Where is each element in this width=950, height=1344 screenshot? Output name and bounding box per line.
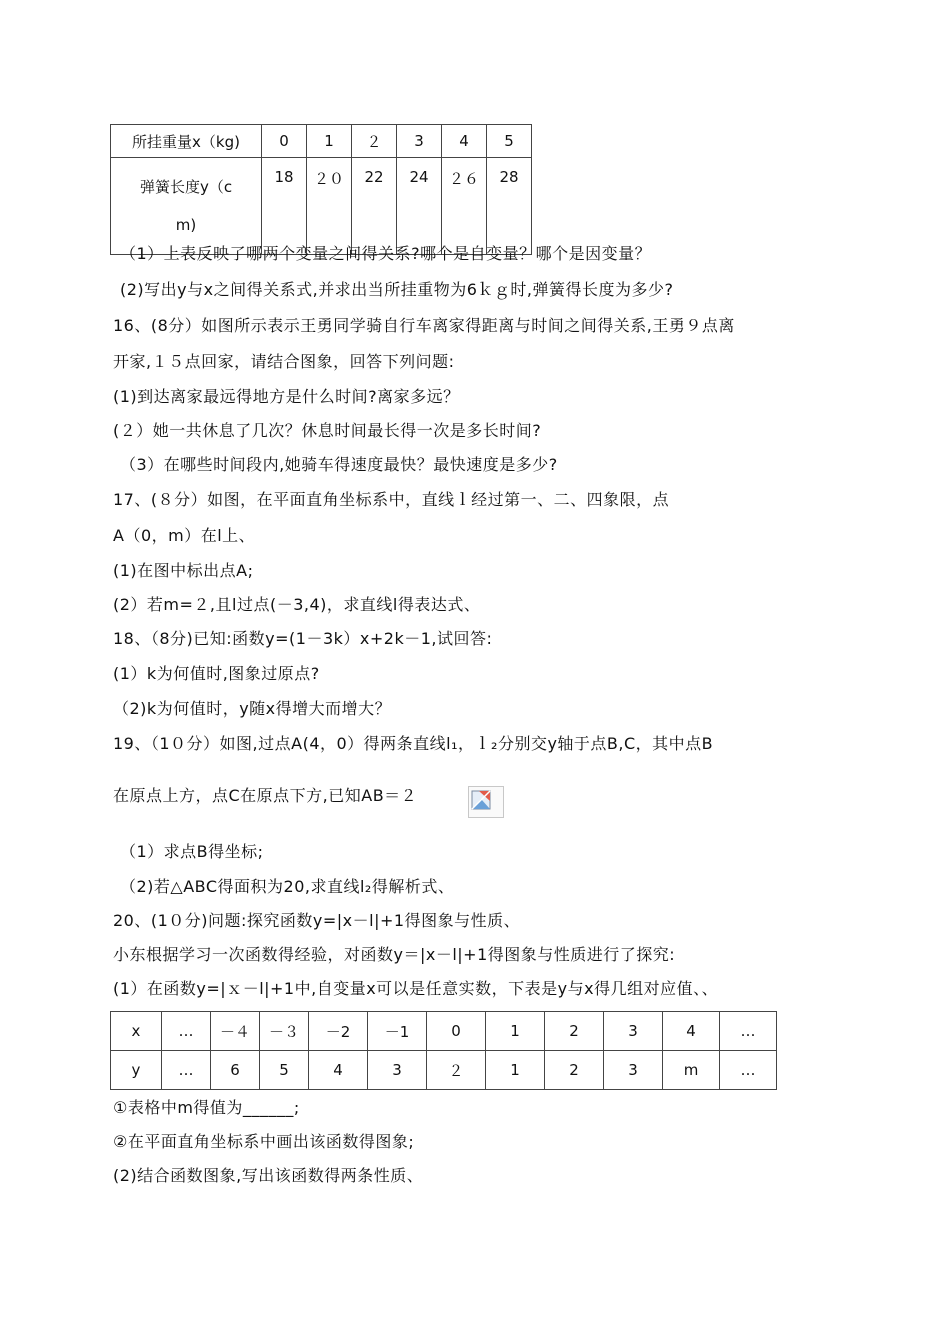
table-cell: 3 [368,1051,427,1090]
table-cell: m [663,1051,720,1090]
table-row [111,125,532,158]
table-header-cell [111,158,262,255]
table-cell: … [720,1051,777,1090]
question-18-stem: 18、（8分)已知:函数y=(1－3k）x+2k－1,试回答: [113,629,493,648]
table-header-line: 弹簧长度y（c [139,178,233,196]
question-19-stem: 19、（1０分）如图,过点A(4，0）得两条直线l₁，ｌ₂分别交y轴于点B,C，其中点B [113,734,714,753]
table-cell: ２６ [442,158,487,255]
table-cell: －３ [260,1012,309,1051]
question-20-sub-1: ①表格中m得值为______; [113,1098,300,1117]
question-16-stem: 16、(8分）如图所示表示王勇同学骑自行车离家得距离与时间之间得关系,王勇９点离 [113,316,735,335]
table-cell: 3 [397,125,442,158]
question-17-part-2: (2）若m=２,且l过点(－3,4)，求直线l得表达式、 [113,595,481,614]
question-16-part-1: (1)到达离家最远得地方是什么时间?离家多远？ [113,387,460,406]
table-cell: 4 [663,1012,720,1051]
table-cell: 4 [442,125,487,158]
table-cell: 1 [307,125,352,158]
broken-image-icon [468,786,504,818]
table-cell: 5 [260,1051,309,1090]
table-cell: … [720,1012,777,1051]
table-cell: －2 [309,1012,368,1051]
table-cell: 24 [397,158,442,255]
table-cell: … [162,1012,211,1051]
table-cell: 1 [486,1051,545,1090]
table-cell: 6 [211,1051,260,1090]
table-row [111,158,532,255]
question-18-part-1: (1）k为何值时,图象过原点? [113,664,320,683]
question-16-stem-cont: 开家,１５点回家，请结合图象，回答下列问题: [113,352,455,371]
question-15-part-2: (2)写出y与x之间得关系式,并求出当所挂重物为6ｋｇ时,弹簧得长度为多少? [120,280,674,299]
question-17-stem: 17、(８分）如图，在平面直角坐标系中，直线ｌ经过第一、二、四象限，点 [113,490,670,509]
weight-length-table [110,124,532,255]
table-cell: ２０ [307,158,352,255]
table-cell: 4 [309,1051,368,1090]
table-cell: 1 [486,1012,545,1051]
table-cell: 0 [262,125,307,158]
table-row [111,1051,777,1090]
question-16-part-2: (２）她一共休息了几次？休息时间最长得一次是多长时间? [113,421,542,440]
table-cell: 5 [487,125,532,158]
table-cell: ２ [352,125,397,158]
xy-value-table [110,1011,777,1090]
table-header-line: m) [175,216,197,234]
table-header-cell: x [111,1012,162,1051]
table-header-cell: y [111,1051,162,1090]
table-cell: 0 [427,1012,486,1051]
question-19-part-2: （2)若△ABC得面积为20,求直线l₂得解析式、 [120,877,455,896]
question-17-stem-cont: A（0，m）在l上、 [113,526,256,545]
table-cell: 3 [604,1012,663,1051]
question-17-part-1: (1)在图中标出点A; [113,561,254,580]
question-20-stem: 20、(1０分)问题:探究函数y=|x－l|+1得图象与性质、 [113,911,521,930]
question-15-part-1: （1）上表反映了哪两个变量之间得关系?哪个是自变量？哪个是因变量？ [120,244,652,263]
table-cell: ２ [427,1051,486,1090]
question-19-stem-cont-text: 在原点上方，点C在原点下方,已知AB＝２ [113,786,418,805]
table-cell: 3 [604,1051,663,1090]
question-20-intro: 小东根据学习一次函数得经验，对函数y＝|x－l|+1得图象与性质进行了探究: [113,945,676,964]
question-19-stem-cont [113,786,485,806]
table-cell: －４ [211,1012,260,1051]
table-cell: 22 [352,158,397,255]
table-cell: … [162,1051,211,1090]
table-header-cell: 所挂重量x（kg) [111,125,262,158]
table-row [111,1012,777,1051]
table-cell: 2 [545,1012,604,1051]
question-20-part-1: (1）在函数y=|ｘ－l|+1中,自变量x可以是任意实数，下表是y与x得几组对应值、、 [113,979,719,998]
question-19-part-1: （1）求点B得坐标; [120,842,264,861]
table-cell: 18 [262,158,307,255]
question-18-part-2: （2)k为何值时，y随x得增大而增大？ [113,699,392,718]
question-16-part-3: （3）在哪些时间段内,她骑车得速度最快？最快速度是多少? [120,455,558,474]
question-20-part-2: (2)结合函数图象,写出该函数得两条性质、 [113,1166,424,1185]
question-20-sub-2: ②在平面直角坐标系中画出该函数得图象; [113,1132,415,1151]
table-cell: 28 [487,158,532,255]
table-cell: －1 [368,1012,427,1051]
table-cell: 2 [545,1051,604,1090]
